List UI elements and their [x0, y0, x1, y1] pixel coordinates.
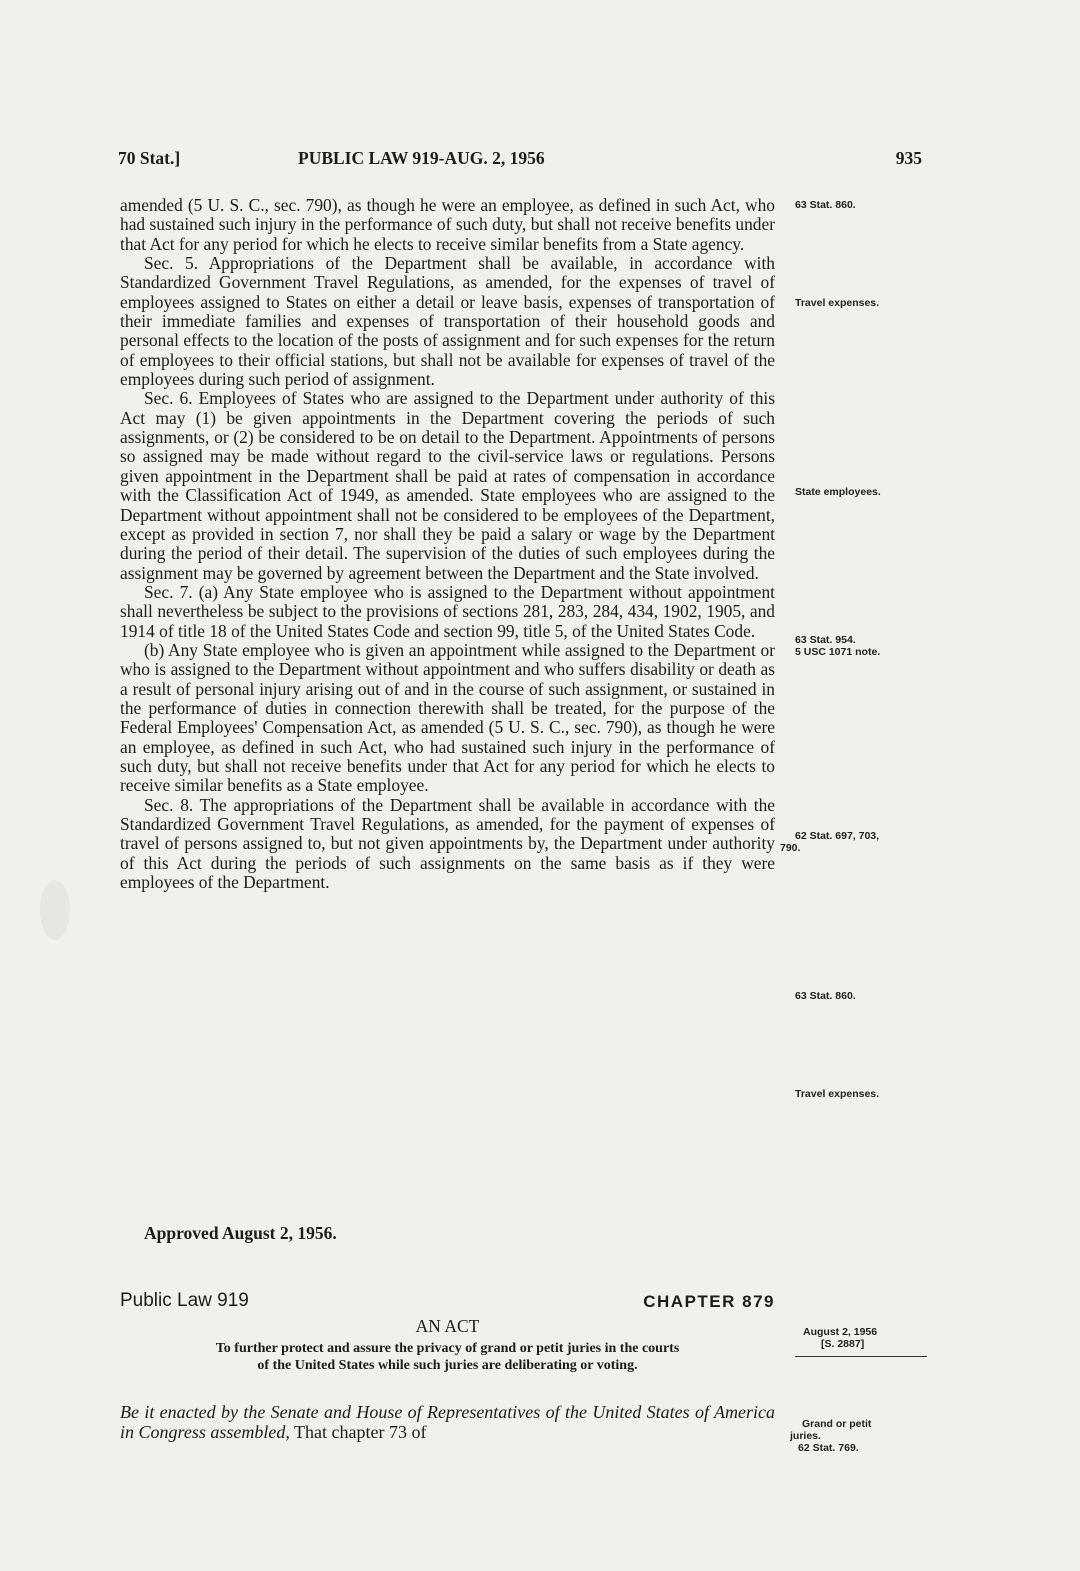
running-header [118, 148, 922, 172]
act-description-line-1: To further protect and assure the privacy of grand or petit juries in the courts [215, 1341, 680, 1356]
margin-note-juries-line-1: Grand or petit [802, 1418, 872, 1430]
enacting-plain: That chapter 73 of [289, 1422, 427, 1442]
margin-divider [795, 1356, 927, 1357]
margin-note-date-line-1: August 2, 1956 [803, 1326, 878, 1338]
act-description-line-2: of the United States while such juries are deliberating or voting. [257, 1358, 638, 1373]
margin-note-juries-line-3: 62 Stat. 769. [798, 1442, 859, 1454]
enacting-clause [120, 1402, 775, 1442]
header-volume: 70 Stat.] [118, 148, 181, 168]
margin-note-stat-860-b: 63 Stat. 860. [795, 990, 856, 1002]
paragraph-sec-8: Sec. 8. The appropriations of the Department shall be available in accordance with the Standardized Government Travel Regulations, as amended, for the payment of expenses of travel of persons assigned to, but not given appointments by, the Department under authority of this Act during the periods of such assignments on the same basis as if they were employees of the Department. [120, 794, 775, 893]
margin-note-stat-697 [780, 830, 879, 854]
paragraph-sec-7b: (b) Any State employee who is given an appointment while assigned to the Department or who is assigned to the Department without appointment and who suffers disability or death as a result of personal injury arising out of and in the course of such assignment, or sustained in the performance of duties in connection therewith shall be treated, for the purpose of the Federal Employees' Compensation Act, as amended (5 U. S. C., sec. 790), as though he were an employee, as defined in such Act, who had sustained such injury in the performance of such duty, but shall not receive benefits under that Act for any period for which he elects to receive similar benefits as a State employee. [120, 639, 775, 796]
enacting-italic-2: United States of America in Congress assembled, [120, 1402, 775, 1442]
header-title: PUBLIC LAW 919-AUG. 2, 1956 [298, 148, 545, 168]
margin-note-date [803, 1326, 877, 1350]
margin-note-state-employees: State employees. [795, 486, 881, 498]
margin-note-juries [790, 1418, 871, 1454]
margin-note-stat-697-line-2: 790. [780, 842, 801, 854]
public-law-number: Public Law 919 [120, 1290, 249, 1311]
margin-note-stat-860: 63 Stat. 860. [795, 199, 856, 211]
paragraph-sec-6: Sec. 6. Employees of States who are assigned to the Department under authority of this Act may (1) be given appointments in the Department covering the periods of such assignments, or (2) be considered to be on detail to the Department. Appointments of persons so assigned may be made without regard to the civil-service laws or regulations. Persons given appointment in the Department shall be paid at rates of compensation in accordance with the Classification Act of 1949, as amended. State employees who are assigned to the Department without appointment shall not be considered to be employees of the Department, except as provided in section 7, nor shall they be paid a salary or wage by the Department during the period of their detail. The supervision of the duties of such employees during the assignment may be governed by agreement between the Department and the State involved. [120, 388, 775, 583]
margin-note-travel-expenses-b: Travel expenses. [795, 1088, 880, 1100]
margin-note-stat-954-line-2: 5 USC 1071 note. [795, 646, 881, 658]
page-number: 935 [895, 148, 922, 168]
margin-note-stat-954 [795, 634, 880, 658]
approved-date: Approved August 2, 1956. [144, 1223, 337, 1243]
paragraph-sec-5: Sec. 5. Appropriations of the Department shall be available, in accordance with Standardized Government Travel Regulations, as amended, for the expenses of travel of employees assigned to States on either a detail or leave basis, expenses of transportation of their immediate families and expenses of transportation of their household goods and personal effects to the location of the posts of assignment and for such expenses for the return of employees to their official stations, but shall not be available for expenses of travel of the employees during such period of assignment. [120, 253, 775, 390]
margin-note-bill-number: [S. 2887] [821, 1338, 865, 1350]
main-text [120, 196, 775, 892]
an-act-title: AN ACT [415, 1316, 480, 1336]
act-description [120, 1340, 775, 1374]
margin-note-stat-697-line-1: 62 Stat. 697, 703, [795, 830, 880, 842]
paragraph-continued: amended (5 U. S. C., sec. 790), as though he were an employee, as defined in such Act, who had sustained such injury in the performance of such duty, but shall not receive benefits under that Act for any period for which he elects to receive similar benefits from a State agency. [120, 195, 775, 254]
paragraph-sec-7a: Sec. 7. (a) Any State employee who is assigned to the Department without appointment shall nevertheless be subject to the provisions of sections 281, 283, 284, 434, 1902, 1905, and 1914 of title 18 of the United States Code and section 99, title 5, of the United States Code. [120, 581, 775, 641]
margin-note-juries-line-2: juries. [790, 1430, 821, 1442]
enacting-italic-1: Be it enacted by the Senate and House of Representatives of the [120, 1402, 587, 1422]
margin-note-travel-expenses: Travel expenses. [795, 297, 880, 309]
scan-smudge [40, 880, 70, 940]
chapter-number: CHAPTER 879 [643, 1292, 775, 1311]
margin-note-stat-954-line-1: 63 Stat. 954. [795, 634, 856, 646]
public-law-heading [120, 1290, 775, 1316]
